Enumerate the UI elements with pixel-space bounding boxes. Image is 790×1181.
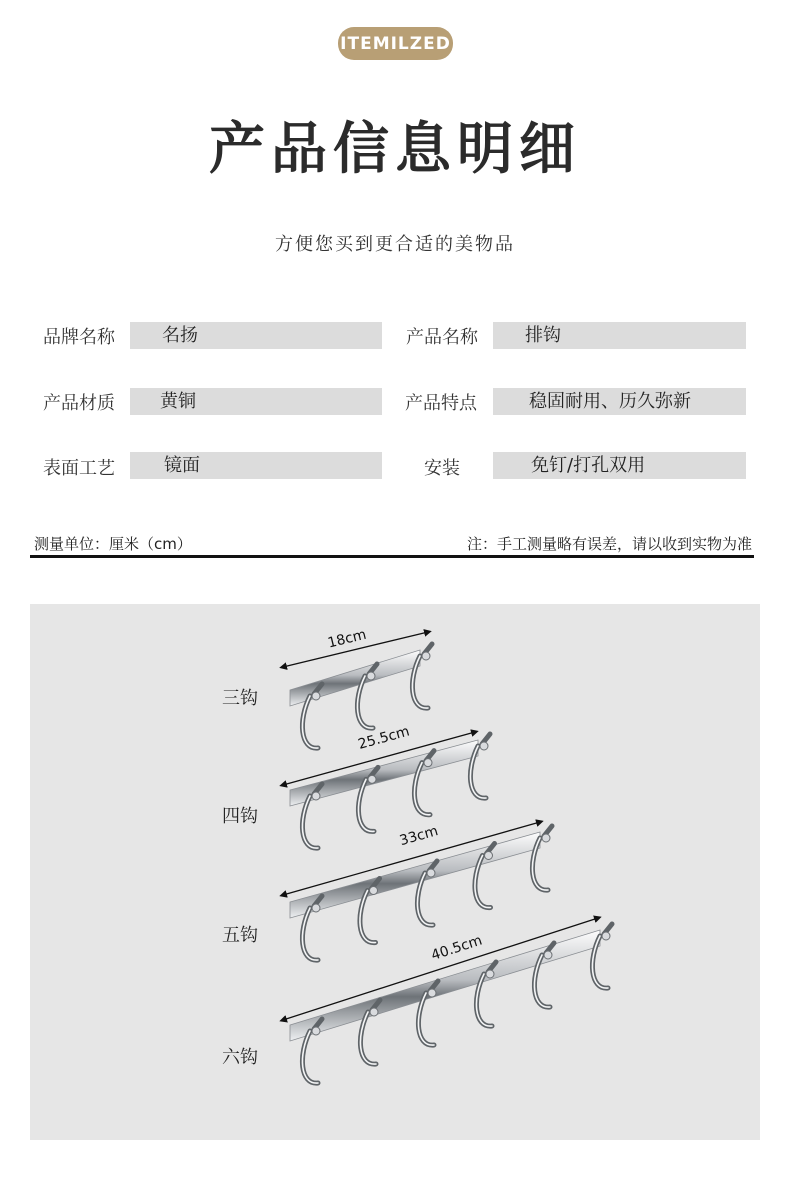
spec-label-brand: 品牌名称 [43, 327, 115, 348]
spec-value-material: 黄铜 [130, 388, 382, 415]
dimension-label: 40.5cm [429, 932, 485, 964]
hook-mount [368, 775, 376, 783]
spec-value-install: 免钉/打孔双用 [493, 452, 746, 479]
variant-label-6: 六钩 [222, 1047, 258, 1068]
spec-value-surface: 镜面 [130, 452, 382, 479]
variant-label-5: 五钩 [222, 925, 258, 946]
spec-label-features: 产品特点 [405, 393, 477, 414]
hook-mount [486, 970, 494, 978]
hook-mount [427, 869, 435, 877]
page-subtitle: 方便您买到更合适的美物品 [275, 234, 515, 255]
hook-mount [312, 904, 320, 912]
hook-mount [542, 834, 550, 842]
hook-rack-6 [283, 918, 612, 1083]
hook-mount [428, 989, 436, 997]
hook-rack-5 [283, 822, 552, 960]
hook-mount [370, 1008, 378, 1016]
hook-mount [424, 759, 432, 767]
dimension-label: 25.5cm [356, 723, 412, 753]
hook-mount [485, 852, 493, 860]
page-title: 产品信息明细 [209, 117, 581, 182]
variant-label-4: 四钩 [222, 806, 258, 827]
hook-mount [370, 887, 378, 895]
unit-note: 测量单位：厘米（cm） [34, 535, 192, 553]
spec-label-material: 产品材质 [43, 393, 115, 414]
dimension-label: 18cm [326, 626, 368, 652]
hook-rack-3 [283, 627, 432, 748]
spec-label-product-name: 产品名称 [406, 327, 478, 348]
hook-mount [422, 652, 430, 660]
hook-mount [602, 932, 610, 940]
hook-mount [367, 672, 375, 680]
spec-label-install: 安装 [424, 458, 460, 479]
hook-rack-4 [283, 723, 490, 848]
variant-label-3: 三钩 [222, 688, 258, 709]
spec-value-features: 稳固耐用、历久弥新 [493, 388, 746, 415]
hook-mount [312, 1027, 320, 1035]
hook-mount [544, 951, 552, 959]
hook-mount [312, 692, 320, 700]
spec-value-product-name: 排钩 [493, 322, 746, 349]
spec-label-surface: 表面工艺 [43, 458, 115, 479]
spec-value-brand: 名扬 [130, 322, 382, 349]
disclaimer: 注：手工测量略有误差，请以收到实物为准 [466, 535, 752, 553]
hook-mount [480, 742, 488, 750]
hook-mount [312, 792, 320, 800]
dimension-label: 33cm [397, 823, 440, 850]
brand-badge: ITEMILZED [338, 27, 453, 60]
